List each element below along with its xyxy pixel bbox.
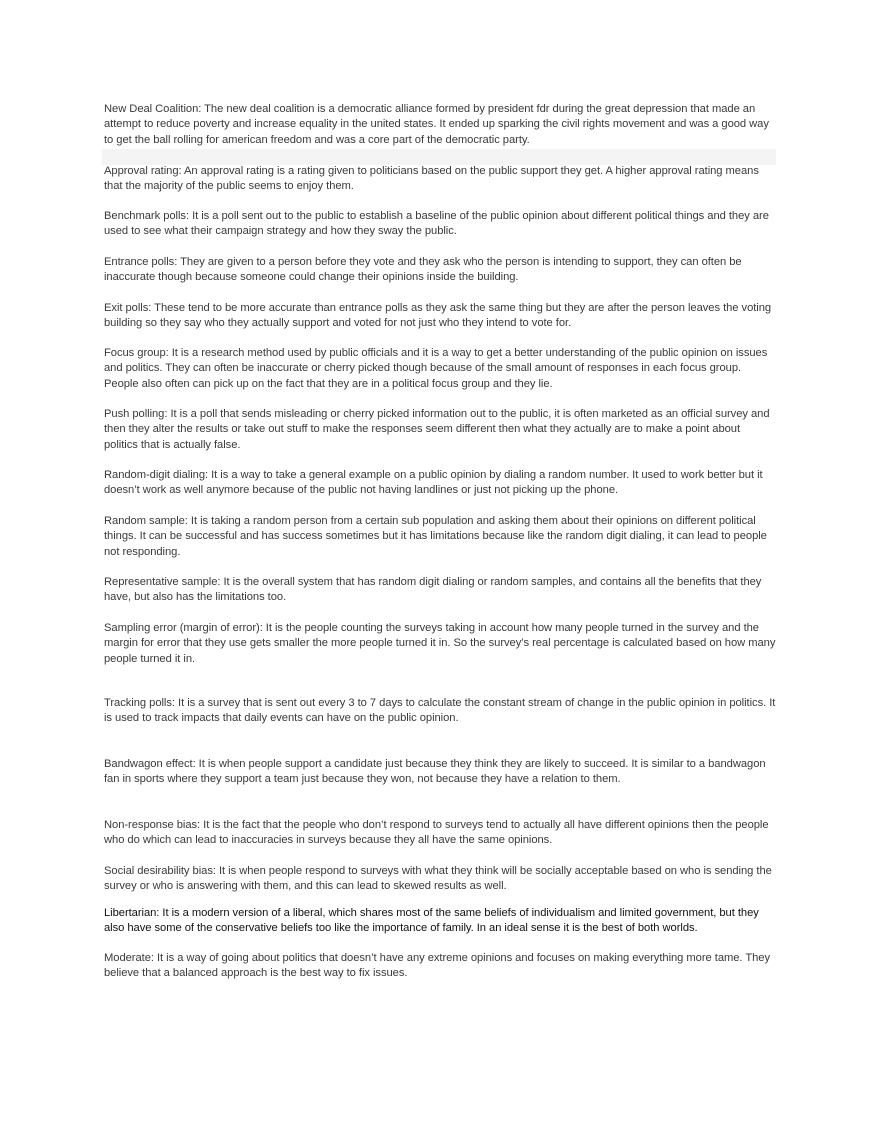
paragraph-focus-group: Focus group: It is a research method used by public officials and it is a way to get a better understanding of the public opinion on issues and politics. They can often be inaccurate or cherry picked though because of the small amount of responses in each focus group. People also often can pick up on the fact that they are in a political focus group and they lie. <box>104 347 768 390</box>
paragraph-libertarian: Libertarian: It is a modern version of a liberal, which shares most of the same beliefs of individualism and limited government, but they also have some of the conservative beliefs too like the importance of family. In an ideal sense it is the best of both worlds. <box>104 907 759 935</box>
paragraph-social-desirability-bias: Social desirability bias: It is when people respond to surveys with what they think will be socially acceptable based on who is sending the survey or who is answering with them, and this can lead to skewed results as well. <box>104 865 772 893</box>
paragraph-exit-polls: Exit polls: These tend to be more accurate than entrance polls as they ask the same thing but they are after the person leaves the voting building so they say who they actually support and voted for not just who they intend to vote for. <box>104 302 772 330</box>
paragraph-sampling-error: Sampling error (margin of error): It is the people counting the surveys taking in account how many people turned in the survey and the margin for error that they use gets smaller the more people turned it in. So the survey’s real percentage is calculated based on how many people turned it in. <box>104 622 776 665</box>
paragraph-benchmark-polls: Benchmark polls: It is a poll sent out to the public to establish a baseline of the public opinion about different political things and they are used to see what their campaign strategy and how they sway the public. <box>104 210 769 238</box>
paragraph-bandwagon-effect: Bandwagon effect: It is when people support a candidate just because they think they are likely to succeed. It is similar to a bandwagon fan in sports where they support a team just because they won, not because they have a relation to them. <box>104 758 766 786</box>
paragraph-new-deal-coalition: New Deal Coalition: The new deal coalition is a democratic alliance formed by president fdr during the great depression that made an attempt to reduce poverty and increase equality in the united states. It ended up sparking the civil rights movement and was a good way to get the ball rolling for american freedom and was a core part of the democratic party. <box>104 103 769 146</box>
paragraph-entrance-polls: Entrance polls: They are given to a person before they vote and they ask who the person is intending to support, they can often be inaccurate though because someone could change their opinions inside the building. <box>104 256 742 284</box>
paragraph-representative-sample: Representative sample: It is the overall system that has random digit dialing or random samples, and contains all the benefits that they have, but also has the limitations too. <box>104 576 762 604</box>
paragraph-tracking-polls: Tracking polls: It is a survey that is sent out every 3 to 7 days to calculate the constant stream of change in the public opinion in politics. It is used to track impacts that daily events can have on the public opinion. <box>104 697 776 725</box>
paragraph-moderate: Moderate: It is a way of going about politics that doesn’t have any extreme opinions and focuses on making everything more tame. They believe that a balanced approach is the best way to fix issues. <box>104 952 771 980</box>
paragraph-push-polling: Push polling: It is a poll that sends misleading or cherry picked information out to the public, it is often marketed as an official survey and then they alter the results or take out stuff to make the responses seem different then what they actually are to make a point about politics that is actually false. <box>104 408 770 451</box>
paragraph-approval-rating: Approval rating: An approval rating is a rating given to politicians based on the public support they get. A higher approval rating means that the majority of the public seems to enjoy them. <box>104 165 759 193</box>
highlight-band <box>102 149 776 165</box>
paragraph-non-response-bias: Non-response bias: It is the fact that the people who don’t respond to surveys tend to actually all have different opinions then the people who do which can lead to inaccuracies in surveys because they all have the same opinions. <box>104 819 769 847</box>
paragraph-random-digit-dialing: Random-digit dialing: It is a way to take a general example on a public opinion by dialing a random number. It used to work better but it doesn’t work as well anymore because of the public not having landlines or just not picking up the phone. <box>104 469 763 497</box>
paragraph-random-sample: Random sample: It is taking a random person from a certain sub population and asking them about their opinions on different political things. It can be successful and has success sometimes but it has limitations because like the random digit dialing, it can lead to people not responding. <box>104 515 767 558</box>
